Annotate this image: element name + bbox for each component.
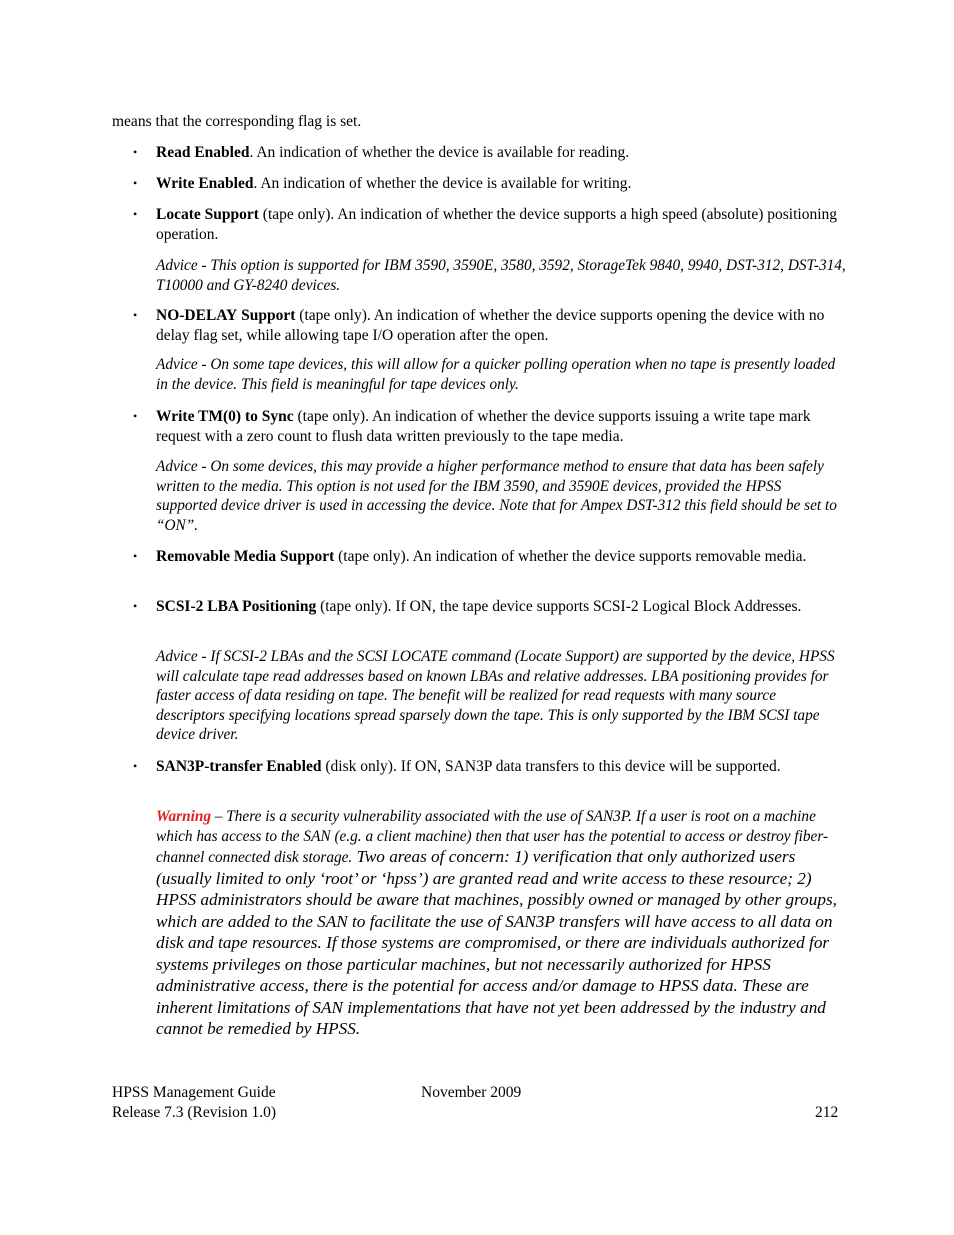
item-text: (tape only). An indication of whether the device supports removable media. — [334, 548, 807, 565]
footer-page-number: 212 — [815, 1104, 839, 1121]
item-term: Read Enabled — [156, 144, 250, 161]
item-text: (tape only). If ON, the tape device supports SCSI-2 Logical Block Addresses. — [316, 598, 802, 615]
item-term: Write TM(0) to Sync — [156, 408, 294, 425]
list-item-write-enabled — [133, 174, 843, 194]
item-text: . An indication of whether the device is available for reading. — [249, 144, 630, 161]
item-term-smallcaps: NO-DELAY — [156, 307, 238, 324]
item-text: (tape only). An indication of whether the device supports a high speed (absolute) positioning operation. — [156, 206, 838, 243]
item-term: Removable Media Support — [156, 548, 335, 565]
list-item-removable-media — [133, 547, 843, 567]
bullet-icon: • — [133, 759, 138, 773]
item-term: Locate Support — [156, 206, 259, 223]
list-item-read-enabled — [133, 143, 843, 163]
item-text: . An indication of whether the device is available for writing. — [253, 175, 632, 192]
bullet-icon: • — [133, 308, 138, 322]
bullet-icon: • — [133, 145, 138, 159]
advice-no-delay: Advice - On some tape devices, this will allow for a quicker polling operation when no tape is presently loaded in the device. This field is meaningful for tape devices only. — [156, 356, 836, 393]
intro-text: means that the corresponding flag is set. — [112, 113, 362, 130]
bullet-icon: • — [133, 549, 138, 563]
item-term: Support — [237, 307, 296, 324]
list-item-write-tm-sync — [133, 407, 843, 446]
footer-guide-title: HPSS Management Guide — [112, 1084, 276, 1101]
bullet-icon: • — [133, 176, 138, 190]
list-item-locate-support — [133, 205, 843, 244]
item-text: (disk only). If ON, SAN3P data transfers to this device will be supported. — [321, 758, 781, 775]
warning-paragraph — [156, 807, 846, 1040]
list-item-san3p — [133, 757, 843, 777]
item-term: SAN3P-transfer Enabled — [156, 758, 322, 775]
advice-write-tm: Advice - On some devices, this may provide a higher performance method to ensure that data has been safely written to the media. This option is not used for the IBM 3590, and 3590E devices, provided the HPSS supported device driver is used in accessing the device. Note that for Ampex DST-312 this field should be set to “ON”. — [156, 458, 837, 534]
item-text: (tape only). An indication of whether the device supports issuing a write tape mark request with a zero count to flush data written previously to the tape media. — [156, 408, 811, 445]
item-term: SCSI-2 LBA Positioning — [156, 598, 317, 615]
footer-release: Release 7.3 (Revision 1.0) — [112, 1104, 277, 1121]
warning-text: – There is a security vulnerability associated with the use of SAN3P. If a user is root on a machine which has access to the SAN (e.g. a client machine) then that user has the potential to access or destroy fiber-channel connected disk storage. — [156, 808, 829, 866]
warning-text-continued: Two areas of concern: 1) verification that only authorized users (usually limited to only ‘root’ or ‘hpss’) are granted read and write access to these resource; 2) HPSS administrators should be aware that machines, possibly owned or managed by other groups, which are added to the SAN to facilitate the use of SAN3P transfers will have access to all data on disk and tape resources. If those systems are compromised, or there are individuals authorized for systems privileges on those particular machines, but not necessarily authorized for HPSS administrative access, there is the potential for access and/or damage to HPSS data. These are inherent limitations of SAN implementations that have not yet been addressed by the industry and cannot be remedied by HPSS. — [156, 847, 837, 1038]
warning-label: Warning — [156, 808, 211, 825]
footer-date: November 2009 — [421, 1084, 522, 1101]
list-item-no-delay-support — [133, 306, 843, 345]
bullet-icon: • — [133, 599, 138, 613]
bullet-icon: • — [133, 409, 138, 423]
item-term: Write Enabled — [156, 175, 254, 192]
item-text: (tape only). An indication of whether the device supports opening the device with no delay flag set, while allowing tape I/O operation after the open. — [156, 307, 825, 344]
advice-scsi2-lba: Advice - If SCSI-2 LBAs and the SCSI LOCATE command (Locate Support) are supported by the device, HPSS will calculate tape read addresses based on known LBAs and relative addresses. LBA positioning provides for faster access of data residing on tape. The benefit will be realized for read requests with many source descriptors specifying locations spread sparsely down the tape. This is only supported by the IBM SCSI tape device driver. — [156, 648, 835, 743]
list-item-scsi2-lba — [133, 597, 843, 617]
advice-locate-support: Advice - This option is supported for IBM 3590, 3590E, 3580, 3592, StorageTek 9840, 9940, DST-312, DST-314, T10000 and GY-8240 devices. — [156, 257, 846, 294]
bullet-icon: • — [133, 207, 138, 221]
